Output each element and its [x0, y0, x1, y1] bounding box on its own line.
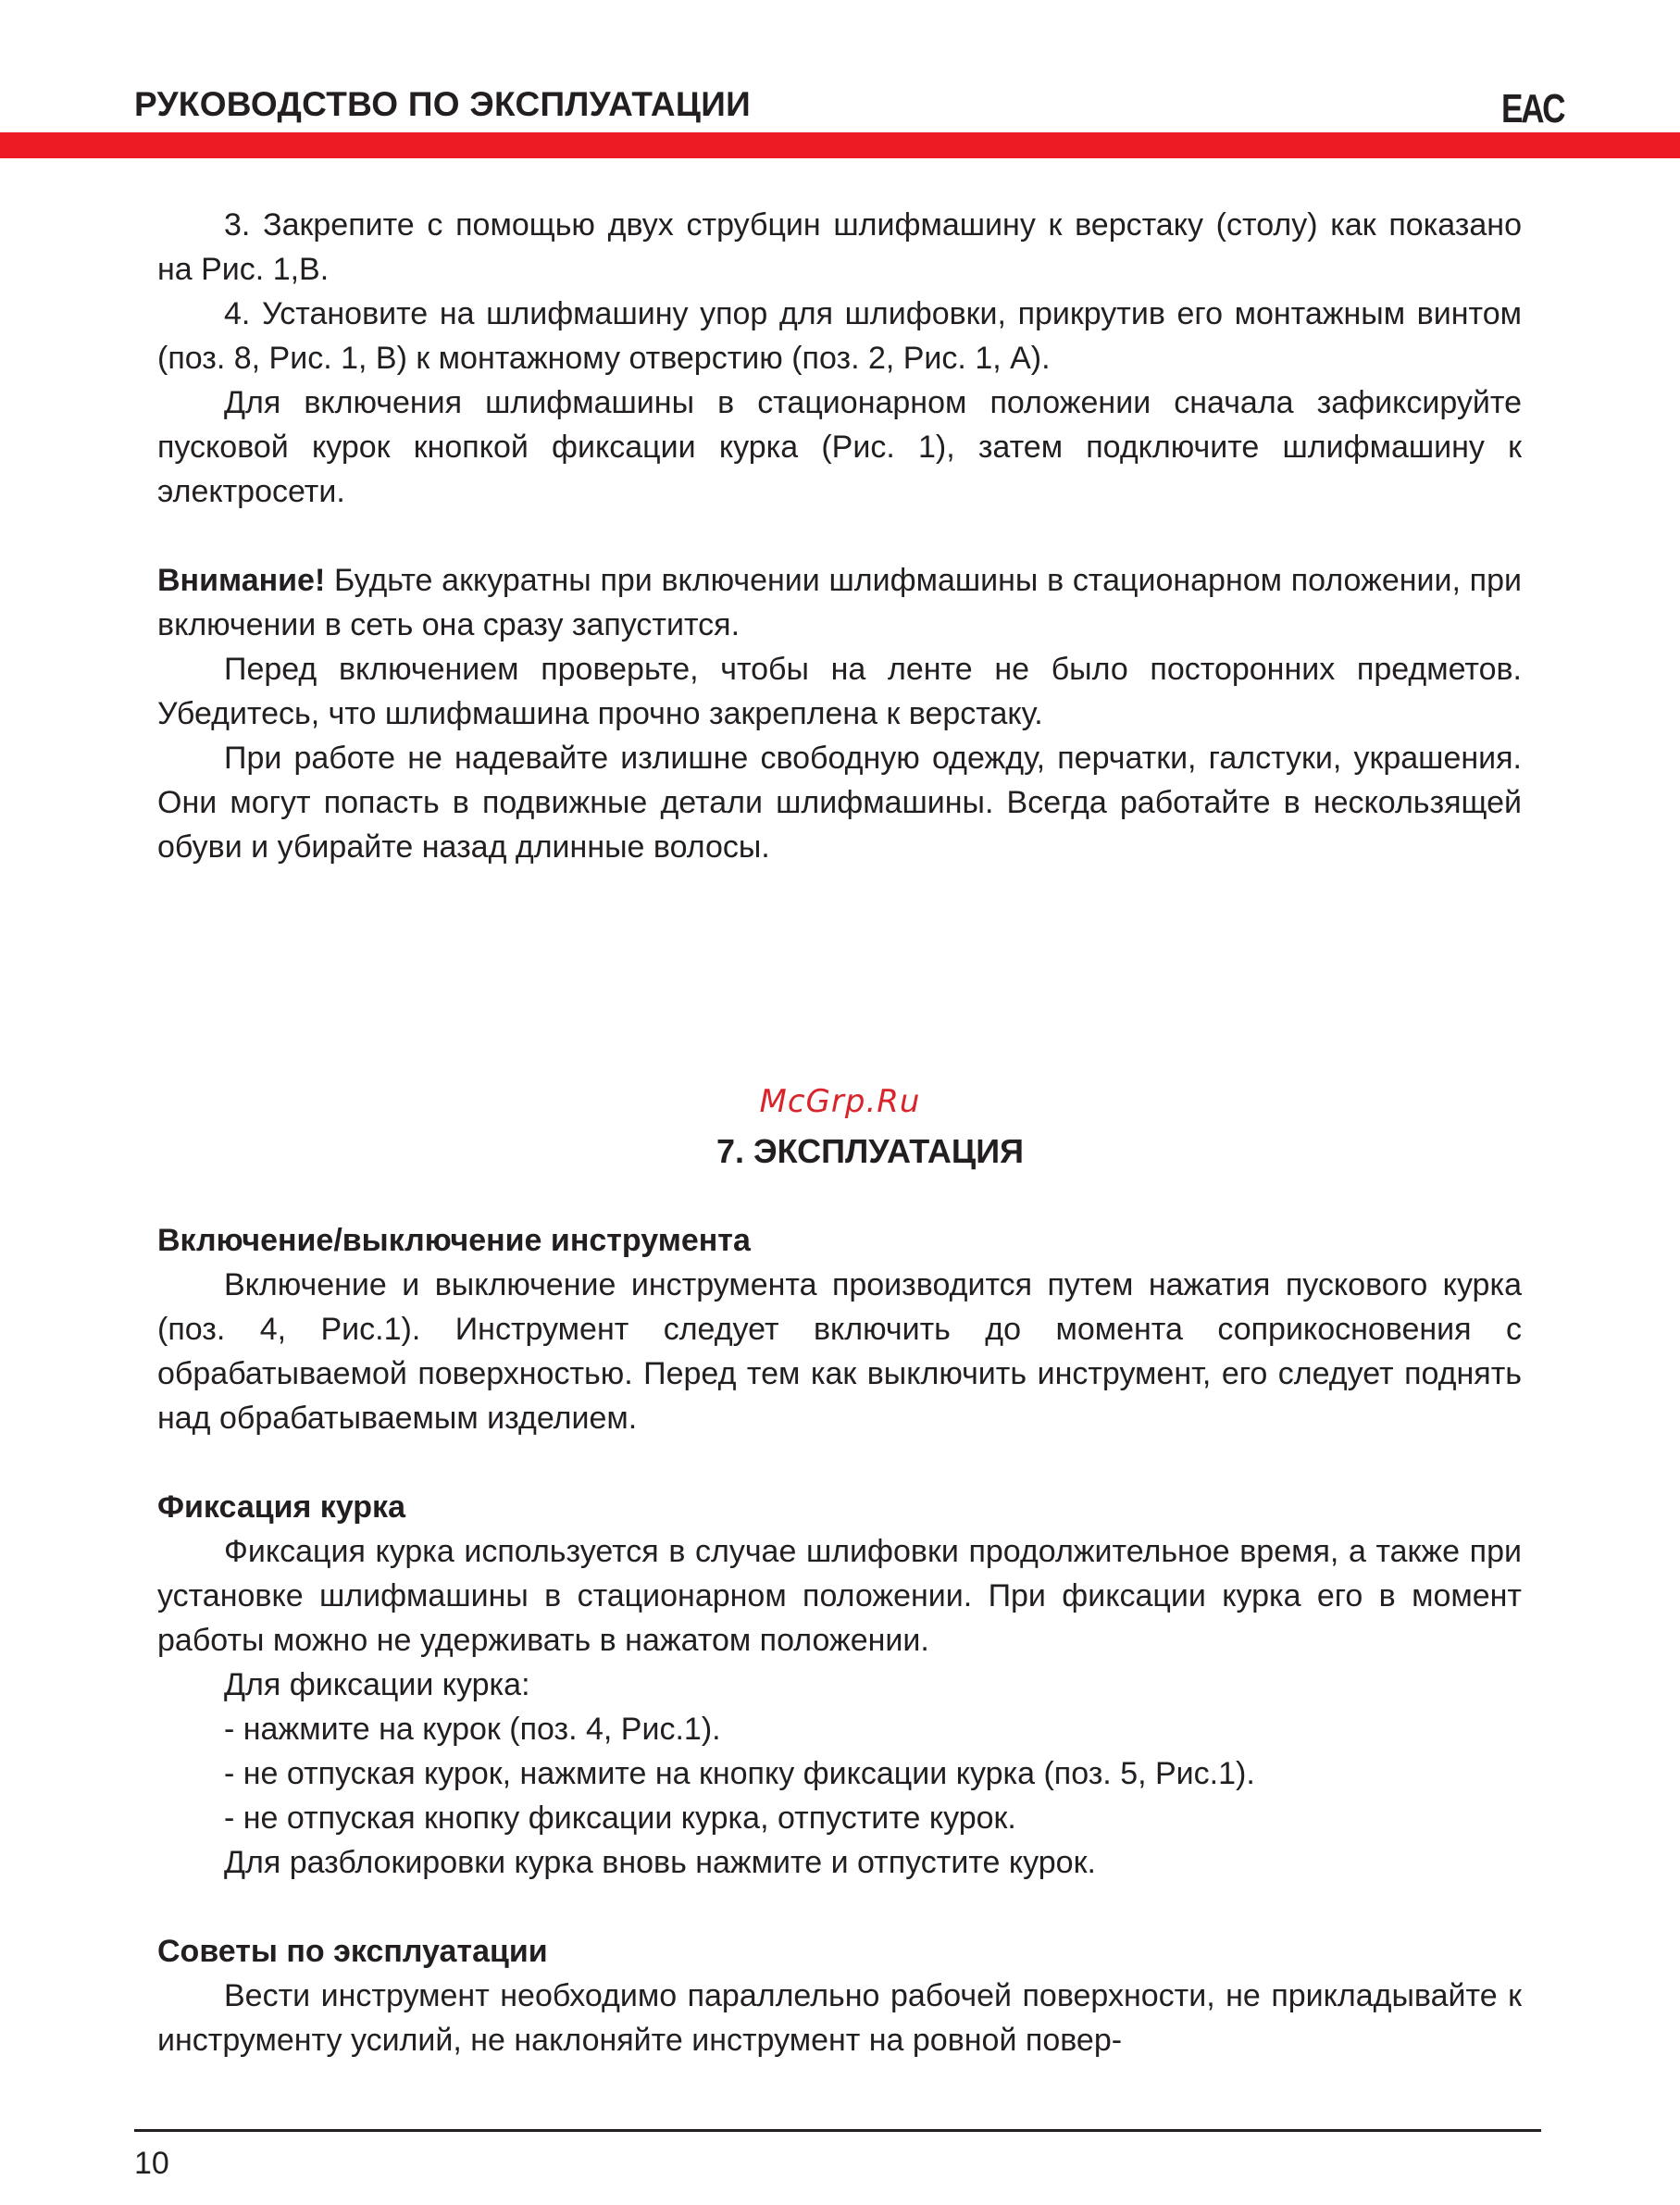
paragraph-on-off: Включение и выключение инструмента производится путем нажатия пускового курка (поз. 4, Рис.1). Инструмент следует включить до момента соприкосновения с обрабатываемой поверхностью. Перед тем как выключить инструмент, его следует поднять над обрабатываемым изделием. [157, 1267, 1522, 1436]
paragraph-unlock: Для разблокировки курка вновь нажмите и отпустите курок. [224, 1845, 1096, 1880]
lock-steps-intro: Для фиксации курка: [224, 1667, 530, 1702]
top-section [157, 203, 1522, 869]
paragraph-tips: Вести инструмент необходимо параллельно рабочей поверхности, не прикладывайте к инструменту усилий, не наклоняйте инструмент на ровной повер- [157, 1978, 1522, 2058]
list-item: - не отпуская курок, нажмите на кнопку фиксации курка (поз. 5, Рис.1). [224, 1756, 1255, 1791]
paragraph-trigger-lock: Фиксация курка используется в случае шлифовки продолжительное время, а также при установке шлифмашины в стационарном положении. При фиксации курка его в момент работы можно не удерживать в нажатом положении. [157, 1534, 1522, 1658]
list-item: - нажмите на курок (поз. 4, Рис.1). [224, 1712, 721, 1747]
warning-label: Внимание! [157, 563, 326, 598]
spacer [157, 1440, 1522, 1485]
paragraph-clothing: При работе не надевайте излишне свободную одежду, перчатки, галстуки, украшения. Они могут попасть в подвижные детали шлифмашины. Всегда работайте в нескользящей обуви и убирайте назад длинные волосы. [157, 741, 1522, 865]
page-number: 10 [134, 2146, 169, 2181]
warning-paragraph [157, 558, 1522, 647]
header-red-band [0, 132, 1680, 158]
paragraph-step-3: 3. Закрепите с помощью двух струбцин шлифмашину к верстаку (столу) как показано на Рис. 1,В. [157, 207, 1522, 287]
heading-on-off: Включение/выключение инструмента [157, 1223, 751, 1258]
warning-text: Будьте аккуратны при включении шлифмашины в стационарном положении, при включении в сеть она сразу запустится. [157, 563, 1522, 642]
paragraph-stationary-start: Для включения шлифмашины в стационарном положении сначала зафиксируйте пусковой курок кнопкой фиксации курка (Рис. 1), затем подключите шлифмашину к электросети. [157, 385, 1522, 509]
list-item: - не отпуская кнопку фиксации курка, отпустите курок. [224, 1800, 1016, 1836]
watermark: McGrp.Ru [759, 1083, 921, 1120]
paragraph-step-4: 4. Установите на шлифмашину упор для шлифовки, прикрутив его монтажным винтом (поз. 8, Рис. 1, В) к монтажному отверстию (поз. 2, Рис. 1, А). [157, 296, 1522, 376]
header-title: РУКОВОДСТВО ПО ЭКСПЛУАТАЦИИ [134, 85, 752, 123]
footer-rule [134, 2129, 1541, 2132]
heading-tips: Советы по эксплуатации [157, 1934, 548, 1969]
spacer [157, 1885, 1522, 1929]
operation-section [157, 1218, 1522, 2062]
eac-certification-mark: EAC [1501, 86, 1564, 131]
paragraph-check-belt: Перед включением проверьте, чтобы на ленте не было посторонних предметов. Убедитесь, что шлифмашина прочно закреплена к верстаку. [157, 652, 1522, 731]
heading-trigger-lock: Фиксация курка [157, 1489, 405, 1525]
section-title: 7. ЭКСПЛУАТАЦИЯ [716, 1132, 1024, 1170]
spacer [157, 514, 1522, 558]
